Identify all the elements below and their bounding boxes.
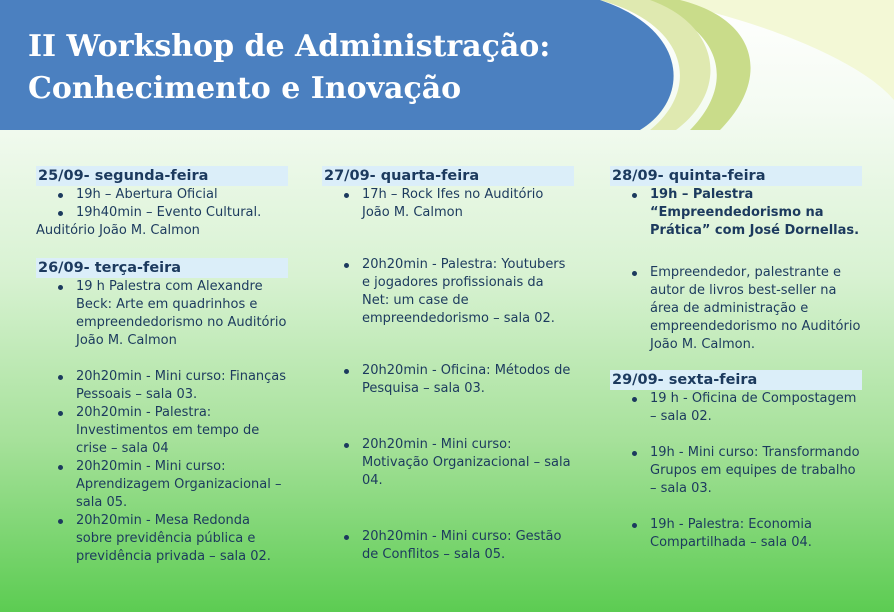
- day-heading-monday: 25/09- segunda-feira: [36, 166, 288, 186]
- tuesday-list: [36, 278, 288, 566]
- day-heading-friday: 29/09- sexta-feira: [610, 370, 862, 390]
- day-heading-tuesday: 26/09- terça-feira: [36, 258, 288, 278]
- day-heading-wednesday: 27/09- quarta-feira: [322, 166, 574, 186]
- friday-list: [610, 390, 862, 552]
- list-item: 20h20min - Mini curso: Aprendizagem Organizacional – sala 05.: [36, 458, 288, 512]
- schedule-column-3: [610, 166, 862, 552]
- list-item: 19 h - Oficina de Compostagem – sala 02.: [610, 390, 862, 426]
- list-item: 20h20min - Mini curso: Gestão de Conflitos – sala 05.: [322, 528, 574, 564]
- list-item: 19 h Palestra com Alexandre Beck: Arte em quadrinhos e empreendedorismo no Auditório João M. Calmon: [36, 278, 288, 350]
- list-item: 19h – Palestra “Empreendedorismo na Prática” com José Dornellas.: [610, 186, 862, 240]
- monday-list: [36, 186, 288, 240]
- list-item: Empreendedor, palestrante e autor de livros best-seller na área de administração e empreendedorismo no Auditório João M. Calmon.: [610, 264, 862, 354]
- list-item: 20h20min - Mini curso: Motivação Organizacional – sala 04.: [322, 436, 574, 490]
- list-item: 20h20min - Oficina: Métodos de Pesquisa – sala 03.: [322, 362, 574, 398]
- page-title: II Workshop de Administração: Conhecimento e Inovação: [28, 29, 551, 106]
- list-item: 20h20min - Palestra: Investimentos em tempo de crise – sala 04: [36, 404, 288, 458]
- list-item: 19h - Palestra: Economia Compartilhada – sala 04.: [610, 516, 862, 552]
- list-item: 19h – Abertura Oficial: [36, 186, 288, 204]
- thursday-list: [610, 186, 862, 354]
- schedule-column-1: [36, 166, 288, 566]
- schedule-column-2: [322, 166, 574, 564]
- day-heading-thursday: 28/09- quinta-feira: [610, 166, 862, 186]
- list-item: 19h - Mini curso: Transformando Grupos em equipes de trabalho – sala 03.: [610, 444, 862, 498]
- list-item: 20h20min - Palestra: Youtubers e jogadores profissionais da Net: um case de empreendedorismo – sala 02.: [322, 256, 574, 328]
- list-item: 19h40min – Evento Cultural. Auditório João M. Calmon: [36, 204, 288, 240]
- list-item: 20h20min - Mini curso: Finanças Pessoais – sala 03.: [36, 368, 288, 404]
- wednesday-list: [322, 186, 574, 564]
- list-item: 20h20min - Mesa Redonda sobre previdência pública e previdência privada – sala 02.: [36, 512, 288, 566]
- list-item: 17h – Rock Ifes no Auditório João M. Calmon: [322, 186, 574, 222]
